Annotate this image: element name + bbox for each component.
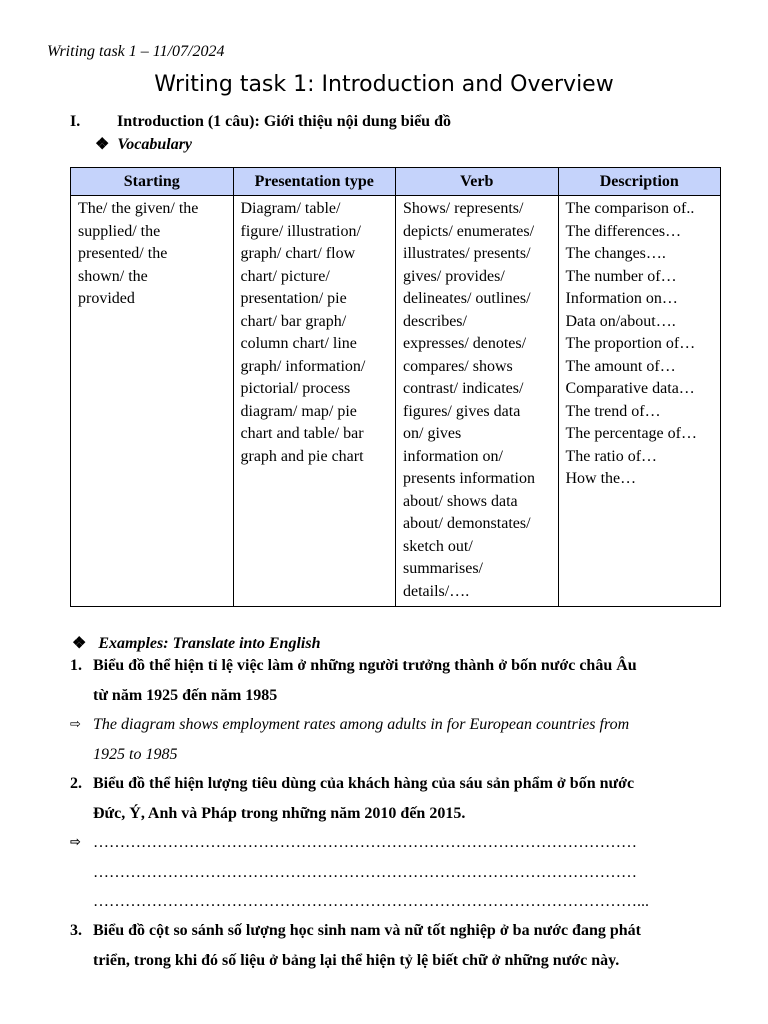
example-item-1 xyxy=(70,651,720,769)
column-header-starting: Starting xyxy=(71,168,234,196)
cell-text-line: information on/ xyxy=(403,447,503,465)
vocabulary-label: Vocabulary xyxy=(117,136,193,153)
section-title: Introduction (1 câu): Giới thiệu nội dung biểu đồ xyxy=(117,113,451,130)
column-header-presentation-type: Presentation type xyxy=(233,168,396,196)
cell-text-line: sketch out/ xyxy=(403,537,473,555)
cell-text-line: details/…. xyxy=(403,582,470,600)
cell-text-line: about/ demonstates/ xyxy=(403,515,531,532)
example-prompt-line: Biểu đồ thể hiện lượng tiêu dùng của khách hàng của sáu sản phẩm ở bốn nước xyxy=(93,775,635,792)
cell-text-line: delineates/ outlines/ xyxy=(403,290,531,307)
cell-text-line: The/ the given/ the xyxy=(78,200,199,217)
cell-text-line: describes/ xyxy=(403,312,467,330)
document-date-header: Writing task 1 – 11/07/2024 xyxy=(47,43,225,60)
cell-text-line: How the… xyxy=(565,470,637,487)
column-header-verb: Verb xyxy=(396,168,559,196)
answer-blank-line: ………………………………………………………………………………………… xyxy=(93,863,637,881)
cell-starting xyxy=(71,196,234,607)
cell-text-line: The proportion of… xyxy=(565,335,696,352)
examples-label: Examples: Translate into English xyxy=(98,635,321,652)
example-item-3 xyxy=(70,916,730,975)
diamond-bullet-icon: ❖ xyxy=(95,136,110,153)
table-header-row xyxy=(71,168,721,196)
cell-text-line: The changes…. xyxy=(565,245,666,262)
cell-text-line: presentation/ pie xyxy=(240,290,347,307)
cell-text-line: presented/ the xyxy=(78,245,168,262)
example-prompt-line: triển, trong khi đó số liệu ở bảng lại thể hiện tỷ lệ biết chữ ở những nước này. xyxy=(93,951,620,969)
example-answer-line: The diagram shows employment rates among adults in for European countries from xyxy=(93,716,630,733)
example-number: 3. xyxy=(70,922,82,939)
cell-text-line: presents information xyxy=(403,470,535,487)
cell-text-line: diagram/ map/ pie xyxy=(240,402,357,420)
cell-text-line: The differences… xyxy=(565,222,682,240)
cell-text-line: supplied/ the xyxy=(78,222,161,240)
cell-text-line: figure/ illustration/ xyxy=(240,222,361,240)
cell-text-line: Diagram/ table/ xyxy=(240,200,341,217)
cell-verb xyxy=(396,196,559,607)
arrow-right-icon: ⇨ xyxy=(70,835,81,850)
cell-text-line: Data on/about…. xyxy=(565,312,676,330)
cell-text-line: The amount of… xyxy=(565,357,676,375)
page-title: Writing task 1: Introduction and Overview xyxy=(154,72,614,97)
cell-text-line: chart and table/ bar xyxy=(240,425,364,442)
examples-heading xyxy=(72,633,320,653)
example-prompt-line: Biểu đồ thể hiện tỉ lệ việc làm ở những người trưởng thành ở bốn nước châu Âu xyxy=(93,657,637,674)
cell-text-line: summarises/ xyxy=(403,560,483,577)
cell-text-line: graph and pie chart xyxy=(240,447,364,465)
cell-text-line: chart/ picture/ xyxy=(240,267,330,285)
column-header-description: Description xyxy=(558,168,721,196)
cell-text-line: provided xyxy=(78,290,135,307)
cell-text-line: chart/ bar graph/ xyxy=(240,312,347,330)
cell-text-line: shown/ the xyxy=(78,267,148,285)
cell-text-line: on/ gives xyxy=(403,425,462,442)
cell-text-line: illustrates/ presents/ xyxy=(403,245,531,262)
cell-text-line: Information on… xyxy=(565,290,678,307)
cell-text-line: Shows/ represents/ xyxy=(403,200,524,217)
cell-presentation-type xyxy=(233,196,396,607)
example-item-2 xyxy=(70,769,725,917)
cell-text-line: pictorial/ process xyxy=(240,380,351,397)
example-prompt-line: từ năm 1925 đến năm 1985 xyxy=(93,686,278,704)
cell-text-line: The ratio of… xyxy=(565,447,658,465)
cell-text-line: compares/ shows xyxy=(403,357,513,375)
cell-text-line: figures/ gives data xyxy=(403,402,521,420)
section-number: I. xyxy=(70,113,81,130)
example-prompt-line: Đức, Ý, Anh và Pháp trong những năm 2010 đến 2015. xyxy=(93,804,466,822)
vocabulary-heading xyxy=(95,134,192,154)
example-prompt-line: Biểu đồ cột so sánh số lượng học sinh nam và nữ tốt nghiệp ở ba nước đang phát xyxy=(93,922,641,939)
cell-text-line: The comparison of.. xyxy=(565,200,695,217)
cell-text-line: Comparative data… xyxy=(565,380,695,397)
cell-text-line: expresses/ denotes/ xyxy=(403,335,527,352)
example-answer-line: 1925 to 1985 xyxy=(93,745,178,763)
example-number: 2. xyxy=(70,775,82,792)
section-1-heading xyxy=(70,113,451,131)
cell-text-line: depicts/ enumerates/ xyxy=(403,222,535,240)
cell-text-line: gives/ provides/ xyxy=(403,267,505,285)
cell-text-line: about/ shows data xyxy=(403,492,518,510)
example-number: 1. xyxy=(70,657,82,674)
cell-text-line: graph/ information/ xyxy=(240,357,366,375)
answer-blank-line: …………………………………………………………………………………………... xyxy=(93,893,649,910)
cell-description xyxy=(558,196,721,607)
cell-text-line: contrast/ indicates/ xyxy=(403,380,524,397)
cell-text-line: The number of… xyxy=(565,267,677,285)
arrow-right-icon: ⇨ xyxy=(70,717,81,732)
diamond-bullet-icon: ❖ xyxy=(72,635,87,652)
vocabulary-table xyxy=(70,167,721,607)
answer-blank-line: ………………………………………………………………………………………… xyxy=(93,834,637,851)
cell-text-line: The percentage of… xyxy=(565,425,697,442)
cell-text-line: The trend of… xyxy=(565,402,661,420)
cell-text-line: column chart/ line xyxy=(240,335,357,352)
cell-text-line: graph/ chart/ flow xyxy=(240,245,356,262)
table-row xyxy=(71,196,721,607)
